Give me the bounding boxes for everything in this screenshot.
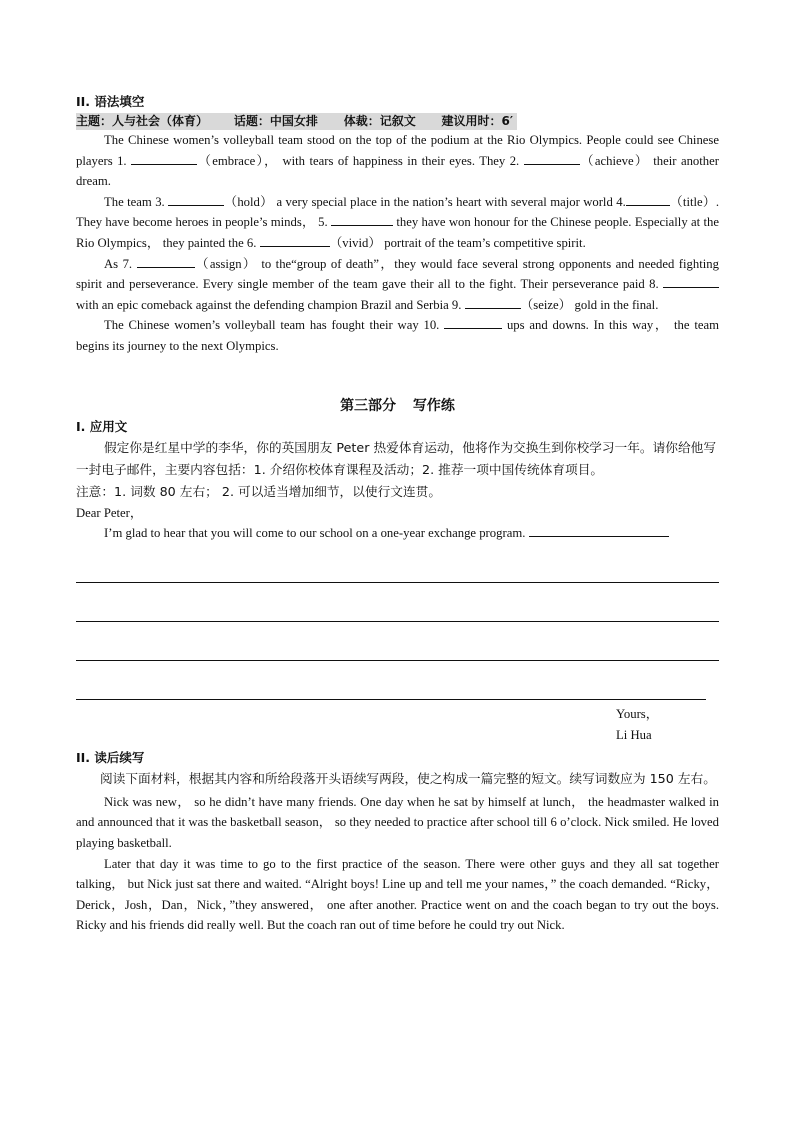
text-run: （hold） a very special place in the nation’s heart with several major world 4. (224, 194, 626, 209)
grammar-paragraph-2 (76, 192, 719, 254)
text-run: （achieve） their another dream. (76, 153, 719, 189)
writing-line-4[interactable] (76, 661, 706, 700)
text-run: ups and downs. In this way， the team begins its journey to the next Olympics. (76, 318, 719, 353)
text-run: （seize） gold in the final. (520, 297, 659, 312)
text-run: The Chinese women’s volleyball team stood on the top of the podium at the Rio Olympics. People could see Chinese players 1. (76, 133, 719, 168)
section-title-grammar: II. 语法填空 (76, 94, 145, 109)
text-run: I’m glad to hear that you will come to our school on a one-year exchange program. (104, 526, 529, 541)
meta-theme: 主题：人与社会（体育） (76, 114, 209, 128)
text-run: with an epic comeback against the defending champion Brazil and Serbia 9. (76, 297, 465, 312)
blank-2[interactable] (524, 152, 580, 165)
writing-line-0[interactable] (529, 524, 669, 537)
writing-note: 注意：1. 词数 80 左右； 2. 可以适当增加细节，以使行文连贯。 (76, 483, 442, 499)
part-three-title: 第三部分 写作练 (340, 397, 455, 414)
letter-opening (76, 523, 719, 544)
letter-greeting: Dear Peter， (76, 505, 143, 520)
blank-9[interactable] (465, 296, 521, 309)
text-run: （title）. They have become heroes in people’s minds， 5. (76, 194, 720, 230)
text-run: they have won honour for the Chinese people. Especially at the Rio Olympics， they painted the 6. (76, 215, 720, 250)
document-page (76, 92, 719, 936)
writing-line-1[interactable] (76, 544, 719, 583)
text-run: As 7. (104, 256, 137, 271)
blank-10[interactable] (444, 316, 502, 329)
blank-7[interactable] (137, 255, 195, 268)
grammar-paragraph-3 (76, 254, 719, 316)
blank-8[interactable] (663, 275, 719, 288)
section-title-practical-writing: I. 应用文 (76, 418, 128, 434)
blank-4[interactable] (626, 193, 670, 206)
letter-signature: Li Hua (616, 727, 652, 742)
writing-prompt: 假定你是红星中学的李华，你的英国朋友 Peter 热爱体育运动，他将作为交换生到你校学习一年。请你给他写一封电子邮件，主要内容包括：1. 介绍你校体育课程及活动；2. 推荐一项中国传统体育项目。 (76, 439, 717, 477)
writing-line-2[interactable] (76, 583, 719, 622)
continuation-prompt: 阅读下面材料，根据其内容和所给段落开头语续写两段，使之构成一篇完整的短文。续写词数应为 150 左右。 (100, 770, 716, 786)
grammar-paragraph-4 (76, 315, 719, 356)
blank-5[interactable] (331, 213, 393, 226)
letter-closing: Yours， (616, 706, 659, 721)
writing-line-3[interactable] (76, 622, 719, 661)
exercise-meta-bar (76, 113, 517, 130)
text-run: The team 3. (104, 194, 169, 209)
story-paragraph-1: Nick was new， so he didn’t have many friends. One day when he sat by himself at lunch， the headmaster walked in and announced that it was the basketball season， so they needed to practice after school till 6 o’clock. Nick smiled. He loved playing basketball. (76, 794, 719, 850)
text-run: （assign） to the“group of death”，they would face several strong opponents and needed fighting spirit and perseverance. Every single member of the team gave their all to the fight. Their perseverance paid 8. (76, 256, 719, 292)
text-run: The Chinese women’s volleyball team has fought their way 10. (104, 318, 445, 333)
story-paragraph-2: Later that day it was time to go to the first practice of the season. There were other guys and they all sat together talking， but Nick just sat there and waited. “Alright boys! Line up and tell me your names，” the coach demanded. “Ricky，Derick，Josh，Dan，Nick，”they answered， one after another. Practice went on and the coach began to try out the boys. Ricky and his friends did really well. But the coach ran out of time before he could try out Nick. (76, 856, 719, 933)
meta-topic: 话题：中国女排 (233, 114, 318, 128)
grammar-paragraph-1 (76, 130, 719, 192)
section-title-continuation: II. 读后续写 (76, 749, 145, 765)
blank-3[interactable] (168, 193, 224, 206)
blank-1[interactable] (131, 152, 197, 165)
meta-time: 建议用时：6′ (441, 114, 514, 128)
meta-genre: 体裁：记叙文 (343, 114, 416, 128)
blank-6[interactable] (260, 234, 330, 247)
text-run: （vivid） portrait of the team’s competitive spirit. (329, 235, 586, 250)
text-run: （embrace）， with tears of happiness in their eyes. They 2. (197, 153, 524, 168)
